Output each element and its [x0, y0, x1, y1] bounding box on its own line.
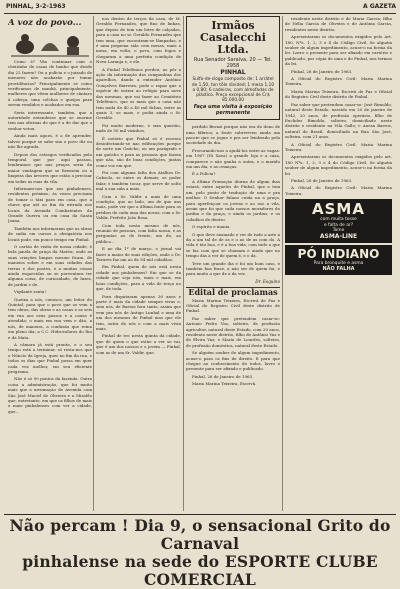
col3-paragraph: É a Polícia? — [192, 171, 216, 177]
col4-paragraph: Pinhal, 26 de Janeiro de 1963. — [291, 177, 353, 183]
col3-notice: Faz saber que pretendem casar-se: Antonio Pedro Vaz, solteiro, de profissão agricultor, natural deste Estado, com 20 anos, residente neste distrito, filho de Antônio Vaz e de Elvira Vaz; e Maria de Lourdes, solteira, de profissão doméstica, natural deste Estado. — [186, 315, 280, 348]
col1-paragraph: A câmara já está pronta, e o seu tempo está a terminar, só resta-nos que o Núncio da Igreja, quer no fim da rua, e todos os dias que Pinhal possa em quer cada vez melhor, em seu eficiente programa. — [8, 341, 92, 374]
col1-paragraph: Queixa a nós, conosco, um leitor do Quintal, para que o povo que os vem a tem obras, das obras e as casas e as seis em rua aos seus passos e a causa é atendida; o mais em rua vem e dão, a nós, de maneira, a confusão que reina em pleno dia; a C.C. Hidrovalores do Rio e da Mata. — [8, 296, 92, 340]
col3-paragraph: perdido Bronzi porque não era do dono de uma fábrica; a fonte sobreviveu ainda um pacote que se jogue e pra ser lembrado pela sociedade do dia. — [186, 124, 280, 146]
col4-paragraph: A Oficial do Registro Civil: Maria Marina Teixeira. — [285, 185, 392, 196]
col1-paragraph: Como é? Vão continuar com o cheirinho de casas de banho que desde dia 22 fazem? Ou a polícia e o juizado de menores não acabarão por tomar providências? Principalmente se como verificamos de manhã, principalmente, mulheres que vêem mulheres de cântaro à cabeça, uma colchas e queijos para serem vendidos e acabados em rua. — [8, 59, 92, 108]
masthead — [4, 3, 396, 13]
col2-paragraph: Pinhal de ter, nesta quinta da cidade, que de quem o que estão a ver se vai, que é um dos nossos e o jovem — Pinhal, com as de um Sr. Valdir, que. — [96, 333, 181, 355]
section-heading: Edital de proclamas — [186, 287, 280, 295]
asma-line: com muita tosse — [320, 217, 357, 223]
masthead-date: PINHAL, 3-2-1963 — [6, 3, 66, 10]
col3-paragraph: A última Promoção diurna de algum dias estará, entre aqueles de Pinhal, que a tem um, pelo ponto de tradução de uma e pra melhor. O Senhor fulano cuida na a praça, para aperfeiçoar os jovens e ao uso a vila, assim que foi que cada nossos moradores do jardim e da praça, e ainda os jardins, e os cidadãos de dentro. — [186, 178, 280, 222]
col4-paragraph: Apresentaram os documentos exigidos pelo art. 180 Nºs. 1, 2, 3 e 4 do Código Civil. Se alguém souber de algum impedimento, acuse-o na forma da lei. — [285, 154, 392, 176]
masthead-rule — [4, 13, 396, 14]
col2-paragraph: Em Pinhal, quem de nós está nesta cidade aos pinhalenses? Em que se da cidade que seja nós, mais e mais, em boas condições, para a vida de terça no que, de toda. — [96, 264, 181, 292]
ad-title: Irmãos Casalecchi Ltda. — [200, 19, 266, 56]
col1-paragraph: Vigilante senta! — [14, 289, 47, 295]
col1-paragraph: Depois dos estragos verificados pelo temporal que por aqui passou, lembramos que nas praças seria da maior vantagem que se fizessem ou a limpeza das árvores que estão a precisar em todas as ruas da vila. — [8, 151, 92, 184]
asma-line: Tome — [332, 228, 345, 233]
asma-line: e falta de ar? — [323, 222, 354, 228]
signature: Dr. Esquino — [255, 278, 280, 284]
headline: A voz do povo... — [8, 18, 82, 28]
col2-paragraph: A Pinhal Telefônica perdeu, ao pôr a ação da informação das companhias dos aparelhos, dando a entender Antônio Gonçalves Barreira, pode o rapaz que a espécie de entrar ao relógio para nove das mesmas, que vai fazer ao Cemitério Telefônico, que os mais que a casa não tem nada de 40 a 40 mil fichas, entre as quais 3, se mais, e podia ainda o Sr. Geraldo. — [96, 66, 181, 121]
col2-paragraph: Com o Sr. Valdir a mais de uma condição, que ao lado, um de que uns mais, pode ver que a última fonte para os prédios de cada uma das novas, com o Sr. Valdir, Prefeito João Rosa. — [96, 193, 181, 221]
col1-paragraph: Não é só 90 pontos da fazenda. Outra coisa a administração, que foi muito mais que a arrumação de Avenida com São José Maciel de Oliveira e a Miraldo que, entretanto, em que os filhos de mais e mais pinhalenses com ver a cidade, que... — [8, 376, 92, 414]
col2-paragraph: Fora disputaram apenas 30 anos e parte é mais da cidade sempre vivas e, sem nós, de Barras fora tanto, assim que vem pra nós de Antigo Lunhal e uma de um dos mesmos de Pinhal mas que ele tem, outra de nós e com a mais vista mais. — [96, 293, 181, 331]
col3-notice: Maria Marina Teixeira, Escrivã de Paz e Oficial do Registro Civil deste distrito de Pinhal. — [186, 297, 280, 314]
col3-paragraph: O que deve ensinado e ver de tudo a arte a da a um tal de de as e o ao de as com do. A vida é tão boa, e é a boa vida, com tudo o que se faz com que se chamam e ainda que no tempo das a ver de quem é, e o da. — [186, 231, 280, 259]
column-divider — [93, 16, 94, 511]
col2-paragraph: Foi muito moderno, e sem questão, nada de 50 mil vizinhos. — [96, 122, 181, 134]
col4-paragraph: Apresentaram os documentos exigidos pelo Art. 180, Nºs. 1, 2, 3 e 4 do Código Civil. Se alguém souber de algum impedimento, acuse-o na forma da lei. Lavro o presente para ser afixado em cartório e publicado, por cópia de uma e do Pinhal, nos termos da lei. — [285, 34, 392, 67]
col3-paragraph: O espírito e mania. — [192, 224, 231, 230]
column-4 — [285, 16, 392, 516]
col3-notice: Se alguém souber de algum impedimento, acuse-o para os fins de direito. E para que chegue ao conhecimento de todos, lavro o presente para ser afixado e publicado. — [186, 350, 280, 372]
col4-paragraph: Pinhal, 26 de Janeiro de 1963. — [291, 68, 353, 74]
ad-address: Rua Senador Saraiva, 20 — Tel. 2958 — [193, 57, 273, 69]
po-indiano-title: PÓ INDIANO — [297, 247, 380, 262]
col2-paragraph: Com toda nesta mesmo de nós, reunião de pessoas, com falta nossa, e as perguntas ao de frente, um de, ao público... — [96, 222, 181, 244]
masthead-title: A GAZETA — [362, 3, 396, 10]
ad-tagline: Faça uma visita à exposição permanente — [193, 104, 273, 116]
banner-line-1: Não percam ! Dia 9, o sensacional Grito do Carnaval — [9, 516, 391, 553]
cartoon-illustration — [11, 31, 89, 57]
ad-body: Sulfo-de-slogo composto de: 1 arrátel de 1,50, ton tôle divided; 1 mesa 1,10 a 0,80; 6 cadeiras, com almofadas de plástico. Preço excepcional de Cr$ 85.000,00 — [191, 77, 275, 104]
col2-paragraph: nos dentro de terços da casa, de M. Geraldo Fernandes, que fino de linhas, que depois de tem um lotes de calçadas, para a casa no sr. Geraldo Fernandes que tem uma, que encontram-se lâmpadas, e é uma pequena sala com mesas, mais a mesa, em volta, o povo, com fogos e chegaram a uma perfeita condição de Nova Laranja e, e ele. — [96, 16, 181, 65]
column-divider — [282, 16, 283, 511]
col1-paragraph: Ainda mais agora, é a de aprender, talvez porque se sabe sim o povo diz ou não lhe agrada. — [8, 133, 92, 150]
col1-paragraph: Também nos informaram que as obras de sadia em cursos a obrigatória nos locais pode, em pouco tempo em Pinhal. — [8, 225, 92, 242]
column-2 — [96, 16, 181, 516]
col3-paragraph: Procurando-nos a ajudá-los entre as vagas: em 1967 (Ni Xava) a grande loja e a casa, comparece e não ganha a outra, e o marido em um dia, e as crianças. — [186, 147, 280, 170]
advertisement-casalecchi — [186, 16, 280, 120]
po-indiano-tag: NÃO FALHA — [322, 265, 355, 272]
col2-paragraph: É notório que Pinhal só é recesso desinfectando-se nas edificações porque de sorte um Gaúcho, ou um parágrafo e um gaúcho e para as pessoas que fazem que não, são de boas condições, juntas como voz em que. — [96, 135, 181, 168]
bottom-banner — [4, 514, 396, 589]
col3-notice: Pinhal, 26 de Janeiro de 1963. — [192, 373, 254, 379]
po-indiano-line: Para bronquite e asma — [313, 261, 364, 267]
col4-paragraph: Faz saber que pretendem casar-se: José Rimoldo, natural deste Estado, nascido em 20 de janeiro de 1942, 20 anos, de profissão operário, filho de Euclides Rimoldo, solteiro, domiciliado neste distrito e residente na Vila Gallo; e Anesa Barros, natural do Brasil, domiciliado na Rua São José, solteira, com 21 anos. — [285, 101, 392, 140]
column-divider — [183, 16, 184, 511]
asma-headline: ASMA — [312, 200, 365, 219]
banner-line-2: pinhalense na sede do ESPORTE CLUBE COMERCIAL — [22, 552, 378, 589]
col3-notice: Maria Marina Teixeira, Escrivã. — [192, 381, 257, 387]
col1-paragraph: Seria interessante, também, que a autoridade entendesse que se enorme tem nas oficinas de que é a de dar que o senhor votou. — [8, 109, 92, 131]
col1-paragraph: Informam-nos que aos pinhalenses, residentes próximo, às vezes precisam de tomar o táxi para em casa, que a chave que até ao fim da estrada nos locais da Avenida Combatentes da Grande Guerra ou em casa da Santa Joana. — [8, 185, 92, 224]
col4-paragraph: residente neste distrito e de Maria Garcia; filha de Nélia Garcia de Oliveira e de Antônia Garcia, residentes neste distrito. — [285, 16, 392, 32]
column-1 — [8, 16, 92, 516]
col4-paragraph: Maria Marina Teixeira, Escrivã de Paz e Oficial do Registro Civil deste distrito de Pinhal. — [285, 88, 392, 100]
advertisement-asma — [285, 199, 392, 243]
col2-paragraph: Foi com alguma falta dos Atalhos Dr. Caboclo, se entre os demais; se poder falar, e também tocar, que serve de solto mal a sua sala a mais. — [96, 169, 181, 192]
asma-product: ASMA-LINE — [319, 233, 358, 241]
col1-paragraph: O cartão de visita de nossa cidade, é bela janela de praça da Matriz, onde as suas criações limpas mesmo ficam, de maneira sobre e em suas cidades das terras e dos postes, e a muitas coisas ainda esquecidas ou se porventura ter alguma coisa, de curiosidade, de luzes, de jardim e de. — [8, 244, 92, 287]
col4-paragraph: A Oficial do Registro Civil: Maria Marina Teixeira. — [285, 76, 392, 87]
col4-paragraph: A Oficial do Registro Civil: Maria Marina Teixeira. — [285, 141, 392, 152]
advertisement-po-indiano — [285, 245, 392, 275]
col3-paragraph: Teve um grande dia e foi um bom caso, e também boa frase, a não ser de quem foi, e para muito a que de a da vez. — [186, 260, 280, 277]
col2-paragraph: E no dia 1º de março, o jornal vai fazer a maior de suas edições, onde o Dr. Tavares faz um ao de 54 mil cidadãos. — [96, 246, 181, 263]
column-3 — [186, 16, 280, 516]
ad-place: PINHAL — [220, 69, 246, 76]
